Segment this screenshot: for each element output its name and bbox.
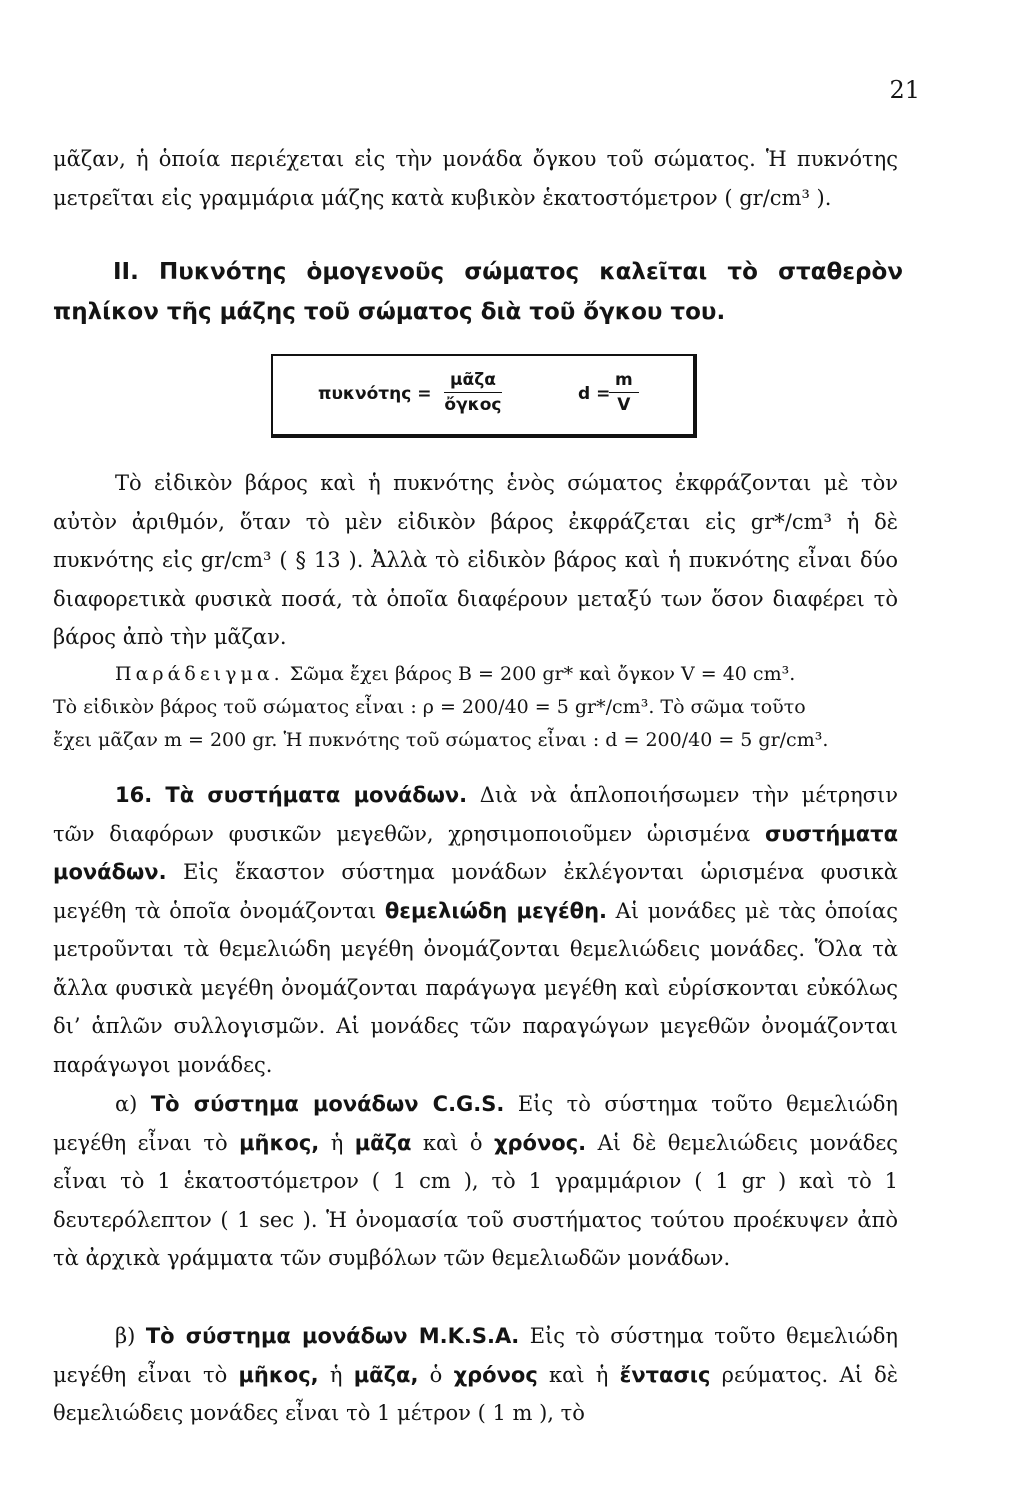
formula-denominator: ὄγκος (444, 395, 502, 415)
system-mksa (53, 1317, 898, 1433)
formula-denominator-symbol: V (617, 395, 631, 415)
cgs-mass: μᾶζα (354, 1130, 412, 1155)
formula-fraction-symbols (609, 370, 639, 416)
section-16-text-b: Εἰς ἕκαστον σύστημα μονάδων ἐκλέγονται ὡρισμένα φυσικὰ μεγέθη τὰ ὁποῖα ὀνομάζονται (53, 860, 898, 923)
density-definition: II. Πυκνότης ὁμογενοῦς σώματος καλεῖται τὸ σταθερὸν πηλίκον τῆς μάζης τοῦ σώματος διὰ τοῦ ὄγκου του. (53, 259, 903, 325)
mksa-prefix: β) (115, 1324, 146, 1348)
mksa-title: Τὸ σύστημα μονάδων Μ.Κ.S.Α. (145, 1324, 520, 1348)
section-16-title: 16. Τὰ συστήματα μονάδων. (115, 783, 468, 807)
cgs-t2: καὶ ὁ (411, 1130, 494, 1155)
formula-label: πυκνότης = (318, 384, 432, 404)
mksa-text-b: ρεύματος. Αἱ δὲ θεμελιώδεις μονάδες εἶναι τὸ 1 μέτρον ( 1 m ), τὸ (53, 1362, 898, 1425)
mksa-mass: μᾶζα, (353, 1362, 419, 1387)
mksa-text-a: Εἰς τὸ σύστημα τοῦτο θεμελιώδη μεγέθη εἶναι τὸ (53, 1324, 898, 1387)
mksa-time: χρόνος (453, 1362, 538, 1387)
mksa-current: ἔντασις (619, 1362, 711, 1387)
cgs-length: μῆκος, (239, 1130, 320, 1155)
example-line-3: ἔχει μᾶζαν m = 200 gr. Ἡ πυκνότης τοῦ σώματος εἶναι : d = 200/40 = 5 gr/cm³. (53, 729, 829, 751)
mksa-length: μῆκος, (238, 1362, 319, 1387)
system-cgs (53, 1085, 898, 1278)
formula-fraction-words (444, 370, 502, 416)
section-16-bold-1: συστήματα μονάδων. (53, 821, 898, 884)
formula-numerator: μᾶζα (444, 370, 502, 393)
cgs-time: χρόνος. (493, 1130, 587, 1155)
example-line-1: Σῶμα ἔχει βάρος Β = 200 gr* καὶ ὄγκον V = 40 cm³. (289, 663, 796, 685)
section-16-text-c: Αἱ μονάδες μὲ τὰς ὁποίας μετροῦνται τὰ θεμελιώδη μεγέθη ὀνομάζονται θεμελιώδεις μονάδες. Ὅλα τὰ ἄλλα φυσικὰ μεγέθη ὀνομάζονται παράγωγα μεγέθη καὶ εὑρίσκονται εὐκόλως δι’ ἁπλῶν συλλογισμῶν. Αἱ μονάδες τῶν παραγώγων μεγεθῶν ὀνομάζονται παράγωγοι μονάδες. (53, 898, 898, 1077)
example-block (53, 658, 903, 757)
cgs-prefix: α) (115, 1092, 151, 1116)
mksa-t3: καὶ ἡ (537, 1362, 620, 1387)
mksa-t2: ὁ (418, 1362, 454, 1387)
mksa-t1: ἡ (318, 1362, 354, 1387)
intro-paragraph (53, 140, 898, 217)
paragraph1-text: Τὸ εἰδικὸν βάρος καὶ ἡ πυκνότης ἑνὸς σώματος ἐκφράζονται μὲ τὸν αὐτὸν ἀριθμόν, ὅταν τὸ μὲν εἰδικὸν βάρος ἐκφράζεται εἰς gr*/cm³ ἡ δὲ πυκνότης εἰς gr/cm³ ( § 13 ). Ἀλλὰ τὸ εἰδικὸν βάρος καὶ ἡ πυκνότης εἶναι δύο διαφορετικὰ φυσικὰ ποσά, τὰ ὁποῖα διαφέρουν μεταξύ των ὅσον διαφέρει τὸ βάρος ἀπὸ τὴν μᾶζαν. (53, 471, 898, 649)
section-16-text-a: Διὰ νὰ ἁπλοποιήσωμεν τὴν μέτρησιν τῶν διαφόρων φυσικῶν μεγεθῶν, χρησιμοποιοῦμεν ὡρισμένα (53, 783, 898, 846)
cgs-text-b: Αἱ δὲ θεμελιώδεις μονάδες εἶναι τὸ 1 ἑκατοστόμετρον ( 1 cm ), τὸ 1 γραμμάριον ( 1 gr ) καὶ τὸ 1 δευτερόλεπτον ( 1 sec ). Ἡ ὀνομασία τοῦ συστήματος τούτου προέκυψεν ἀπὸ τὰ ἀρχικὰ γράμματα τῶν συμβόλων τῶν θεμελιωδῶν μονάδων. (53, 1130, 898, 1270)
specific-weight-paragraph (53, 464, 898, 657)
example-label: Παράδειγμα. (115, 663, 284, 685)
example-line-2: Τὸ εἰδικὸν βάρος τοῦ σώματος εἶναι : ρ = 200/40 = 5 gr*/cm³. Τὸ σῶμα τοῦτο (53, 696, 806, 718)
cgs-t1: ἡ (319, 1130, 355, 1155)
cgs-text-a: Εἰς τὸ σύστημα τοῦτο θεμελιώδη μεγέθη εἶναι τὸ (53, 1092, 898, 1155)
section-16-bold-2: θεμελιώδη μεγέθη. (384, 898, 608, 923)
page-number: 21 (889, 76, 920, 104)
intro-text: μᾶζαν, ἡ ὁποία περιέχεται εἰς τὴν μονάδα ὄγκου τοῦ σώματος. Ἡ πυκνότης μετρεῖται εἰς γραμμάρια μάζης κατὰ κυβικὸν ἑκατοστόμετρον ( gr/cm³ ). (53, 147, 898, 210)
density-formula-box (271, 354, 697, 438)
cgs-title: Τὸ σύστημα μονάδων C.G.S. (150, 1092, 505, 1116)
section-16 (53, 776, 898, 1084)
formula-symbol: d = (578, 384, 611, 404)
formula-numerator-symbol: m (609, 370, 639, 393)
